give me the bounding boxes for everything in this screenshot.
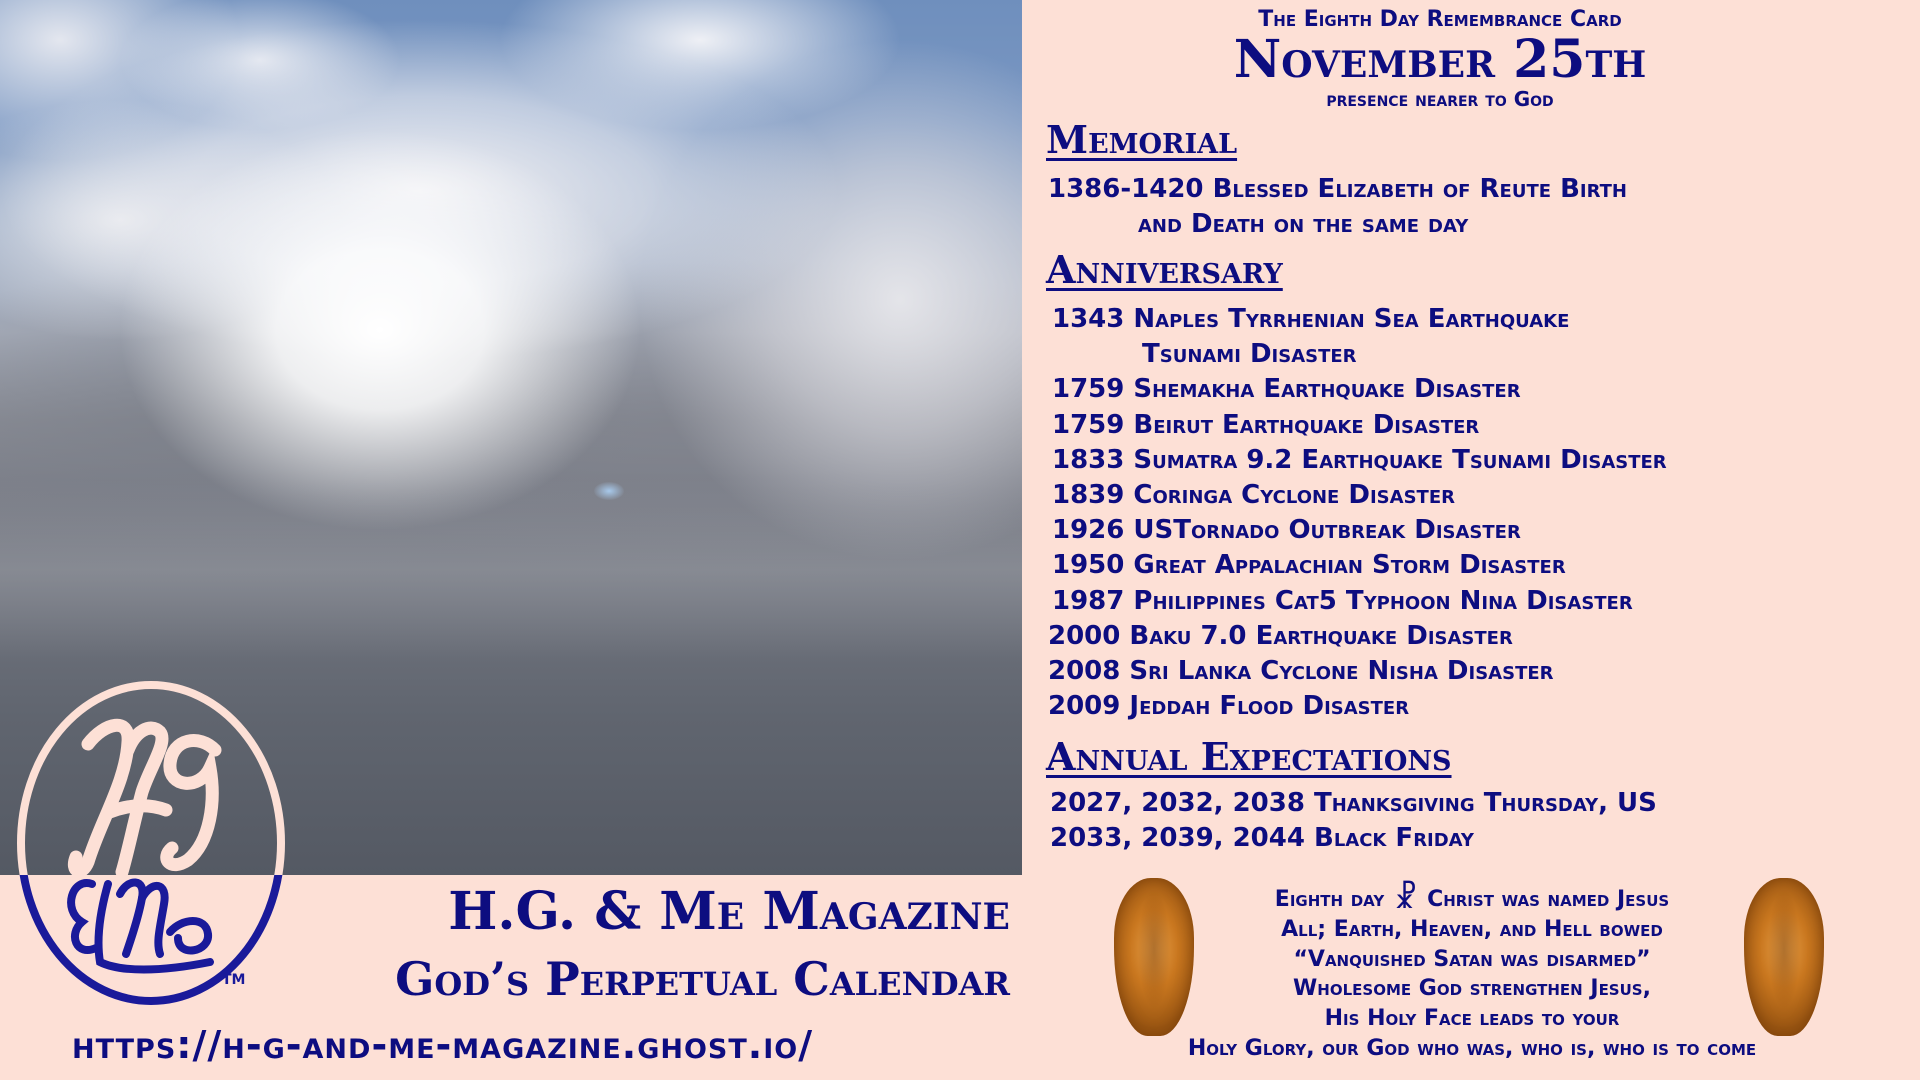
remembrance-card-panel bbox=[1022, 0, 1920, 1080]
prayer-line: All; Earth, Heaven, and Hell bowed bbox=[1281, 916, 1663, 942]
anniversary-heading: Anniversary bbox=[1046, 247, 1283, 292]
magazine-subtitle: God’s Perpetual Calendar bbox=[395, 952, 1010, 1006]
card-title: The Eighth Day Remembrance Card bbox=[1258, 7, 1622, 32]
logo-monogram-icon bbox=[10, 672, 292, 1010]
anniversary-entry: 1987 Philippines Cat5 Typhoon Nina Disaster bbox=[1052, 585, 1633, 616]
prayer-line: Wholesome God strengthen Jesus, bbox=[1293, 976, 1651, 1002]
annual-expectations-list bbox=[1050, 786, 1657, 856]
anniversary-entry: 1926 USTornado Outbreak Disaster bbox=[1052, 515, 1521, 546]
prayer-text: Eighth day bbox=[1274, 887, 1385, 912]
anniversary-entry: 1759 Shemakha Earthquake Disaster bbox=[1052, 374, 1521, 405]
prayer-verse bbox=[1100, 881, 1844, 1064]
memorial-list bbox=[1048, 172, 1627, 242]
anniversary-entry: 1759 Beirut Earthquake Disaster bbox=[1052, 409, 1480, 440]
prayer-text: Christ was named Jesus bbox=[1427, 887, 1670, 912]
entry-text: 1343 Naples Tyrrhenian Sea Earthquake bbox=[1052, 304, 1570, 334]
magazine-title: H.G. & Me Magazine bbox=[448, 881, 1010, 942]
prayer-line bbox=[1100, 881, 1844, 916]
anniversary-entry: 1950 Great Appalachian Storm Disaster bbox=[1052, 550, 1566, 581]
sun-glint bbox=[594, 482, 624, 500]
anniversary-entry: 2008 Sri Lanka Cyclone Nisha Disaster bbox=[1048, 656, 1554, 687]
magazine-url-link[interactable]: https://h-g-and-me-magazine.ghost.io/ bbox=[72, 1023, 814, 1067]
card-date: November 25th bbox=[1233, 29, 1647, 90]
prayer-line: His Holy Face leads to your bbox=[1324, 1006, 1620, 1032]
chi-rho-icon: ☧ bbox=[1393, 881, 1418, 916]
entry-continuation: Tsunami Disaster bbox=[1142, 339, 1357, 370]
entry-continuation: and Death on the same day bbox=[1138, 209, 1469, 240]
anniversary-list bbox=[1048, 302, 1667, 724]
anniversary-entry: 2000 Baku 7.0 Earthquake Disaster bbox=[1048, 620, 1513, 651]
card-subtitle: presence nearer to God bbox=[1326, 87, 1554, 111]
prayer-line: “Vanquished Satan was disarmed” bbox=[1293, 946, 1651, 972]
memorial-entry bbox=[1048, 172, 1627, 242]
annual-expectations-heading: Annual Expectations bbox=[1046, 734, 1452, 779]
anniversary-entry bbox=[1052, 302, 1667, 372]
cloud-haze bbox=[0, 480, 1022, 660]
expectation-entry: 2027, 2032, 2038 Thanksgiving Thursday, US bbox=[1050, 788, 1657, 818]
memorial-heading: Memorial bbox=[1046, 117, 1238, 162]
expectation-entry: 2033, 2039, 2044 Black Friday bbox=[1050, 823, 1474, 854]
anniversary-entry: 2009 Jeddah Flood Disaster bbox=[1048, 691, 1410, 722]
anniversary-entry: 1833 Sumatra 9.2 Earthquake Tsunami Disaster bbox=[1052, 444, 1667, 475]
prayer-line: Holy Glory, our God who was, who is, who is to come bbox=[1187, 1035, 1757, 1061]
entry-text: 1386-1420 Blessed Elizabeth of Reute Birth bbox=[1048, 174, 1627, 204]
hg-and-me-logo bbox=[10, 672, 292, 1010]
svg-text:TM: TM bbox=[222, 972, 246, 988]
anniversary-entry: 1839 Coringa Cyclone Disaster bbox=[1052, 480, 1455, 511]
